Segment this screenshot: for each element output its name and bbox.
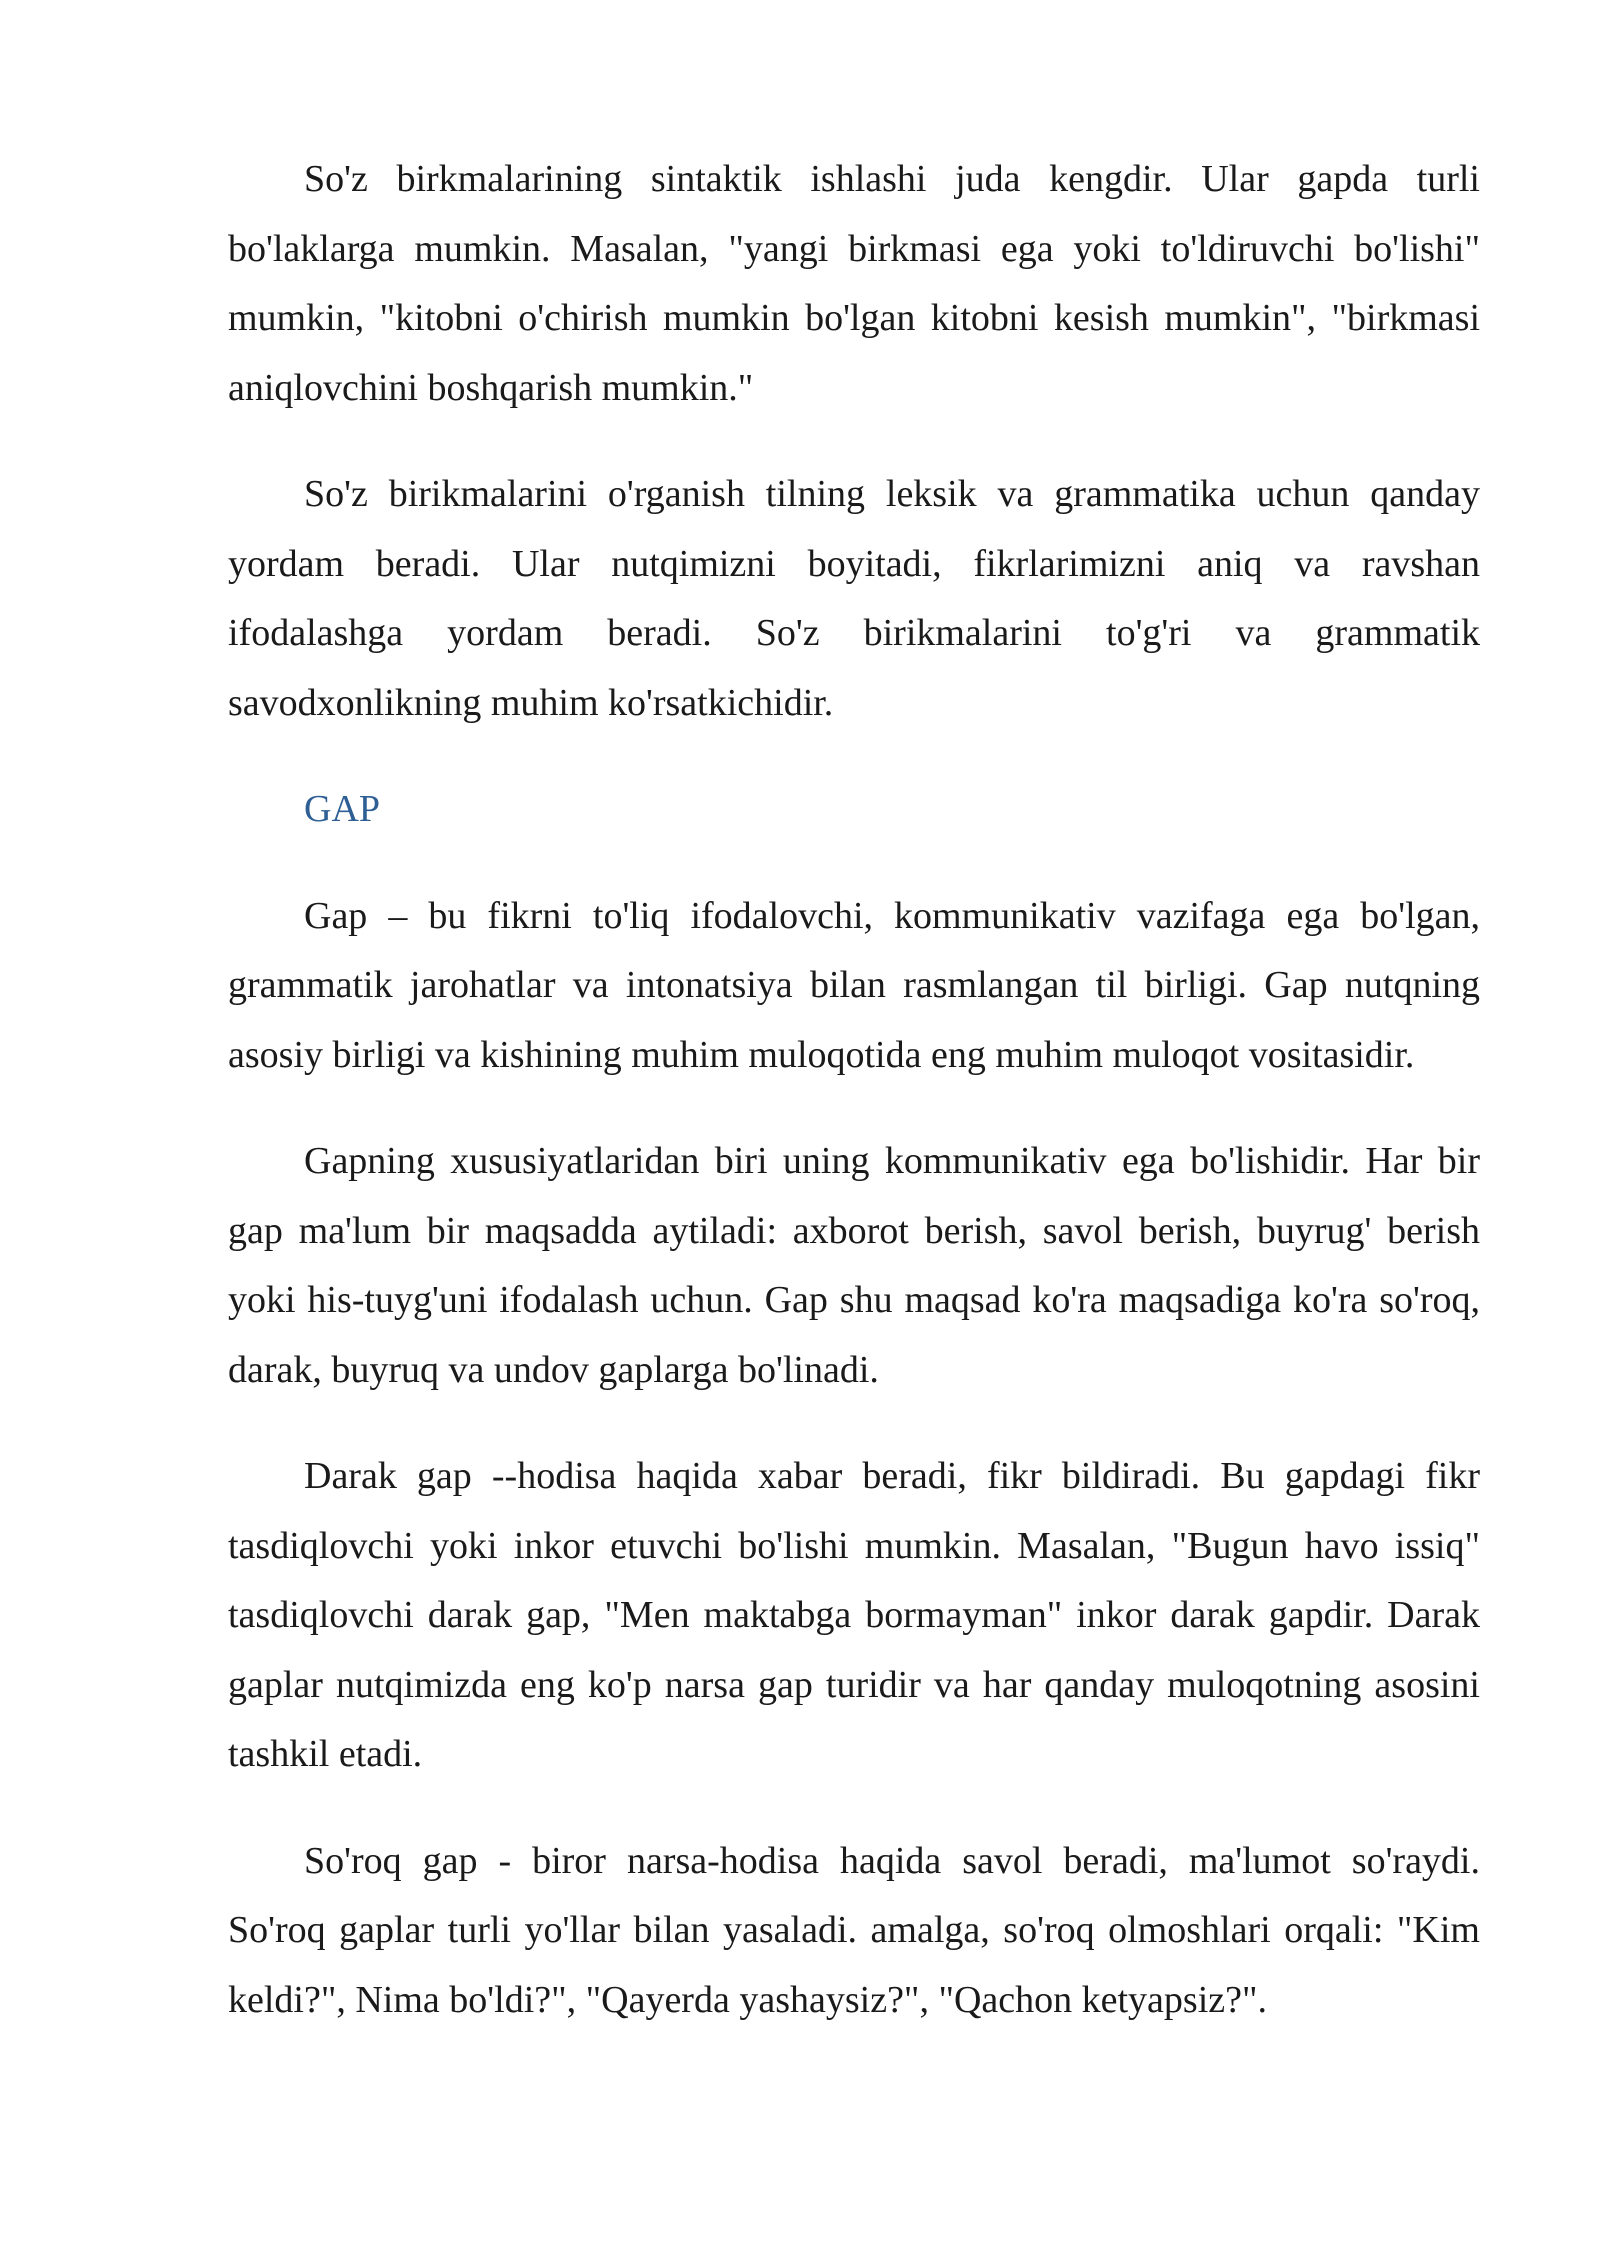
paragraph-gap-features: Gapning xususiyatlaridan biri uning kommunikativ ega bo'lishidir. Har bir gap ma'lum bir maqsadda aytiladi: axborot berish, savol berish, buyrug' berish yoki his-tuyg'uni ifodalash uchun. Gap shu maqsad ko'ra maqsadiga ko'ra so'roq, darak, buyruq va undov gaplarga bo'linadi. bbox=[228, 1140, 1480, 1391]
document-page bbox=[228, 145, 1480, 2072]
paragraph-word-combination-syntax: So'z birkmalarining sintaktik ishlashi juda kengdir. Ular gapda turli bo'laklarga mumkin. Masalan, "yangi birkmasi ega yoki to'ldiruvchi bo'lishi" mumkin, "kitobni o'chirish mumkin bo'lgan kitobni kesish mumkin", "birkmasi aniqlovchini boshqarish mumkin." bbox=[228, 158, 1480, 409]
paragraph-gap-definition: Gap – bu fikrni to'liq ifodalovchi, kommunikativ vazifaga ega bo'lgan, grammatik jarohatlar va intonatsiya bilan rasmlangan til birligi. Gap nutqning asosiy birligi va kishining muhim muloqotida eng muhim muloqot vositasidir. bbox=[228, 894, 1480, 1076]
paragraph-soroq-gap: So'roq gap - biror narsa-hodisa haqida savol beradi, ma'lumot so'raydi. So'roq gaplar turli yo'llar bilan yasaladi. amalga, so'roq olmoshlari orqali: "Kim keldi?", Nima bo'ldi?", "Qayerda yashaysiz?", "Qachon ketyapsiz?". bbox=[228, 1839, 1480, 2021]
paragraph-darak-gap: Darak gap --hodisa haqida xabar beradi, fikr bildiradi. Bu gapdagi fikr tasdiqlovchi yoki inkor etuvchi bo'lishi mumkin. Masalan, "Bugun havo issiq" tasdiqlovchi darak gap, "Men maktabga bormayman" inkor darak gapdir. Darak gaplar nutqimizda eng ko'p narsa gap turidir va har qanday muloqotning asosini tashkil etadi. bbox=[228, 1455, 1480, 1775]
paragraph-word-combination-study: So'z birikmalarini o'rganish tilning leksik va grammatika uchun qanday yordam beradi. Ular nutqimizni boyitadi, fikrlarimizni aniq va ravshan ifodalashga yordam beradi. So'z birikmalarini to'g'ri va grammatik savodxonlikning muhim ko'rsatkichidir. bbox=[228, 473, 1480, 724]
section-heading-gap: GAP bbox=[304, 788, 381, 830]
